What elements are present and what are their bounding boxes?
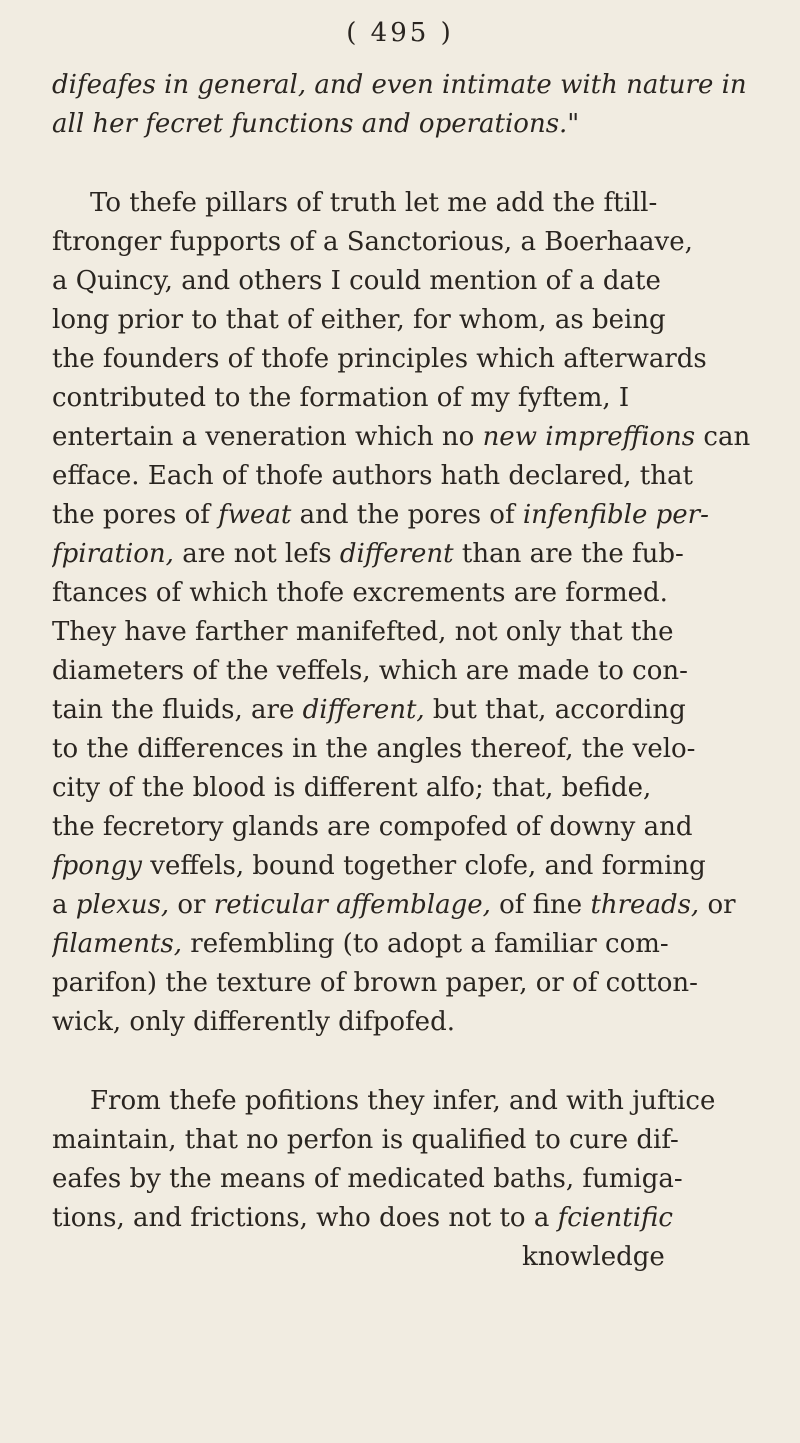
text-run: tions, and frictions, who does not to a [52,1203,558,1233]
text-run: contributed to the formation of my fyftem, I [52,383,630,413]
italic-text: new impreffions [482,422,696,452]
text-run: can [695,422,751,452]
text-line [52,1121,764,1160]
italic-text: plexus, [75,890,170,920]
italic-text: infenfible per- [522,500,709,530]
text-run: maintain, that no perfon is qualified to cure dif- [52,1125,679,1155]
text-run: eafes by the means of medicated baths, fumiga- [52,1164,683,1194]
text-line [52,847,764,886]
text-run: to the differences in the angles thereof, the velo- [52,734,696,764]
text-run: are not lefs [173,539,340,569]
text-run: ftronger fupports of a Sanctorious, a Boerhaave, [52,227,693,257]
text-line [52,66,764,105]
text-line [52,691,764,730]
text-line [52,223,764,262]
italic-text: difeafes in general, [52,70,307,100]
text-line [52,574,764,613]
italic-text: reticular affemblage, [213,890,491,920]
text-run: parifon) the texture of brown paper, or of cotton- [52,968,698,998]
text-line [52,418,764,457]
text-line [52,613,764,652]
italic-text: fcientific [557,1203,673,1233]
text-run: diameters of the veffels, which are made to con- [52,656,688,686]
text-run: a Quincy, and others I could mention of a date [52,266,661,296]
text-line [52,301,764,340]
text-line [52,262,764,301]
text-run: than are the fub- [453,539,684,569]
text-line [52,886,764,925]
italic-text: all her fecret functions and operations." [52,109,580,139]
quote-block [52,66,764,144]
text-line [52,808,764,847]
text-run: or [699,890,736,920]
text-run: the founders of thofe principles which afterwards [52,344,707,374]
text-line [52,379,764,418]
text-line [52,184,764,223]
text-run: the fecretory glands are compofed of downy and [52,812,693,842]
text-run: They have farther manifefted, not only that the [52,617,674,647]
text-line [52,925,764,964]
paragraph-1 [52,184,764,1042]
text-run: wick, only differently difpofed. [52,1007,455,1037]
text-line [52,964,764,1003]
text-run: From thefe pofitions they infer, and with juftice [90,1086,716,1116]
text-run: the pores of [52,500,219,530]
text-line [52,730,764,769]
italic-text: fpongy [52,851,142,881]
text-run: To thefe pillars of truth let me add the ftill- [90,188,658,218]
text-line [52,1199,764,1238]
italic-text: different, [302,695,425,725]
text-line [52,1003,764,1042]
text-run: refembling (to adopt a familiar com- [182,929,669,959]
paragraph-gap [52,1042,764,1082]
catchword: knowledge [522,1242,665,1272]
italic-text: different [339,539,454,569]
text-run: and the pores of [291,500,523,530]
text-run: long prior to that of either, for whom, as being [52,305,666,335]
text-line [52,769,764,808]
text-line [52,1160,764,1199]
text-run: or [169,890,214,920]
text-run: entertain a veneration which no [52,422,483,452]
italic-text: threads, [590,890,700,920]
text-line [52,496,764,535]
text-run: ftances of which thofe excrements are formed. [52,578,668,608]
paragraph-gap [52,144,764,184]
italic-text: filaments, [52,929,182,959]
text-run: of fine [490,890,591,920]
text-run: city of the blood is different alfo; that, befide, [52,773,652,803]
text-run: but that, according [424,695,686,725]
italic-text: fpiration, [52,539,174,569]
text-line [52,535,764,574]
italic-text: and even intimate with nature in [314,70,747,100]
text-run: a [52,890,76,920]
page-number: ( 495 ) [346,18,454,48]
text-line [52,457,764,496]
text-run: efface. Each of thofe authors hath declared, that [52,461,693,491]
italic-text: fweat [218,500,292,530]
page-text [52,66,764,1277]
paragraph-2 [52,1082,764,1238]
text-line [52,105,764,144]
text-run: veffels, bound together clofe, and forming [142,851,706,881]
text-line [52,1082,764,1121]
text-line [52,340,764,379]
text-line [52,652,764,691]
text-run: tain the fluids, are [52,695,303,725]
